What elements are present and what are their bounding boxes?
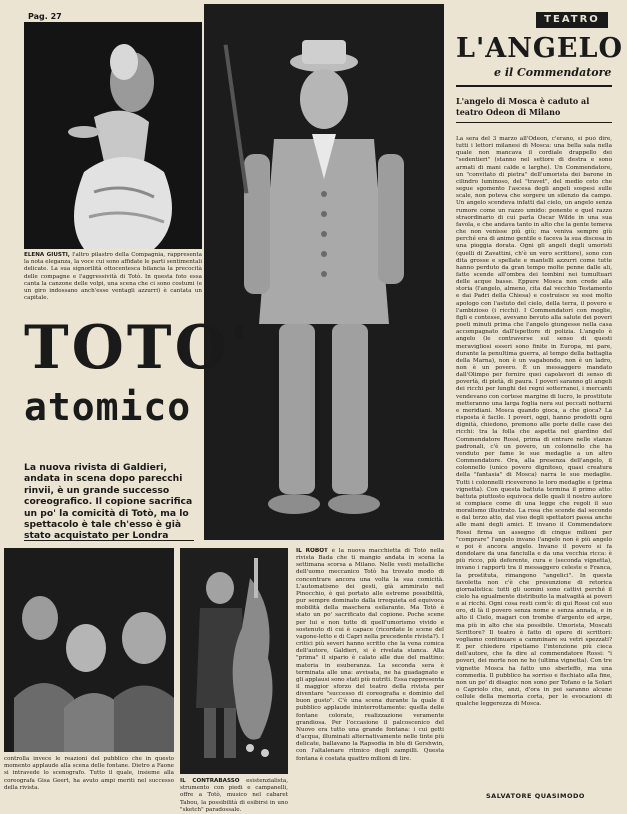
deck-separator	[24, 540, 194, 541]
caption-name: ELENA GIUSTI,	[24, 252, 70, 258]
caption-contrabbasso-text: esistenzialista, strumento con piedi e campanelli, offre a Totò, musico nel cabaret Tabou, la possibilità di esibirsi in uno "sketch" paradossale.	[180, 778, 288, 813]
feature-deck: La nuova rivista di Galdieri, andata in scena dopo parecchi rinvii, è un grande successo coreografico. Il copione sacrifica un po' la comicità di Totò, ma lo spettacolo è tale ch'esso è già stato acquistato per Londra	[24, 462, 193, 542]
feature-title-second: atomico	[24, 385, 192, 429]
headline-rule	[456, 85, 612, 87]
article-headline-sub: e il Commendatore	[494, 66, 612, 79]
photo-audience	[4, 548, 174, 752]
caption-contrabbasso	[180, 778, 288, 814]
article-body: La sera del 3 marzo all'Odeon, c'erano, si può dire, tutti i lettori milanesi di Mosca: una bella sala nella quale non mancava il cordiale drappello dei "sedentieri" (stanno nel settore di destra e sono armati di mani calde e larghe). Un Commendatore, un "convitato di pietra" dell'umorista dei barone in cilindro luminoso, del "travet", del medio ceto che segue sgomento l'ascesa degli angeli sospesi sulle scale, non poteva che sorgere un silenzio da campo. Un angelo scendeva infatti dal cielo, un angelo senza rumore come un razzo umido: ponente e quel razzo straordinario di cui parla Oscar Wilde in una sua favola, e che andava tanto in alto che la gente temeva che non venisse più giù; ma veniva sempre giù perché era di animo gentile e faceva la sua discesa in una pioggia dorata. Ogni gli angeli degli umoristi (quelli di Zavattini, ch'è un vero scrittore), sono con dita grosse e spellate e mantelli azzurri come tutte hanno perduto da gran tempo molte penne dalle ali, fatte scende all'ombra dei tombini nei tumultuari delle acque basse. Eppure Mosca non crede alla storia (l'angelo, almeno, cita dal vecchio Testamento e dai Padri della Chiesa) e costruisce su essi molto apologo con l'astuto del cielo, della terra, il povero e l'ambizioso (i ricchi). I Commendatori con moglie, figli e contesse, avevano bevuto alla salute dei poveri poeti minuti prima che l'angelo giungesse nella casa accompagnato dall'ispettore di polizia. L'angelo è angelo (le contraverse sul senso di questi meravigliosi esseri sono finite in Europa, mi pare, durante la penultima guerra, al tempo della battaglia della Marna), non è un vagabondo, non è un ladro, non è un povero. È un messaggero mandato dall'Olimpo per fornire quei capolavori di senso di povertà, di pietà, di paura. I poveri saranno gli angeli dei ricchi per lunghi dei regni sotterranei, i mercanti vendevano con cortese margine di lucro, le prostitute metteranno una larga foglia nera sui peccati notturni e meridiani. Mosca quando gioca, a che gioca? La risposta è facile. I poveri, oggi, hanno prodotti ogni dignità, chiedono, premono alle porte delle case dei ricchi: tra la folla che aspetta nel giardino del Commendatore Rossi, prima di entrare nelle stanze padronali, c'è un povero, un colonnello che ha venduto per fame le sue medaglie a un altro Commendatore. Ora, alla presenza dell'angelo, il colonnello (unico povero dignitoso, quasi creatura della "fantasia" di Mosca) narra le sue medaglie. Tutti i colonnelli riceverono le loro medaglie e (prima vignetta). Con questa battuta termina il primo atto: battuta piuttosto equivoca delle quali il nostro autore si compiace come di una legge che regoli il suo moralismo illustrato. La rosa che scende dal secondo e dal terzo atto, dal viso degli spettatori passa anche alle mani degli amici. E invano il Commendatore Rossi firma un assegno di cinque milioni per "comprare" l'angelo invano l'angelo non è più angelo e poi è ancora angelo. Invano il povero si fa dondolare da una fanciulla e da una vecchia ricca: è più ricco, più deferente, cura e (seconda vignetta), invano i rapporti tra il messaggero celeste e Franca, la prostituta, rimangono "angelici". In questa favoletta non c'è che presunzione di retorica giornalistica: tutti gli uomini sono cattivi perché il cielo ha egualmente distribuito la malvagità ai poveri e ai ricchi. Ogni cosa resti com'è: di qui Rossi col suo oro, di là il povero senza nome e senza annata, e in alto il Cielo, magari con trombe d'argento ed arpe, ma più in alto che sia possibile. Umorista, Moscati Scrittore? Il teatro è fatto di opere di scrittori: vogliamo continuare a camminare su vetri spezzati? E per chiedere ripetiamo l'intenzione più cieca dell'autore, che fa dire al commendatore Rossi: "i poveri, dei morte non ne ho (ultima vignetta). Con tre vignette Mosca ha fatto uno sberleffo, ma una commedia. Il pubblico ha sorriso e fischiato alla fine, non un po' di disagio: non sono per Tofano o la Solari o Capriolo che, anzi, d'ora in poi saranno alcune cellule della memoria corta, per le evocazioni di qualche leggerezza di Mosca.	[456, 136, 612, 708]
article-signature: SALVATORE QUASIMODO	[486, 792, 585, 800]
caption-text: l'altro pilastro della Compagnia, rappresenta la nota eleganza, la voce cui sono affidate le parti sentimentali delicate. La sua signorilità ottocentesca bilancia la precocità delle compagne e l'aggressività di Totò. In questa foto essa canta la canzone delle volpi, una scena che ci sono costumi (e un giro indossano anch'esse ventagli azzurri) è cantata un capitale.	[24, 252, 202, 302]
photo-toto-robot	[204, 4, 444, 540]
page-number: Pag. 27	[28, 12, 62, 21]
caption-robot	[296, 548, 444, 806]
subheadline-rule	[456, 122, 612, 123]
article-subheadline: L'angelo di Mosca è caduto al teatro Odeon di Milano	[456, 96, 590, 117]
section-tag: TEATRO	[536, 12, 608, 28]
caption-robot-name: IL ROBOT	[296, 548, 328, 554]
photo-elena-giusti	[24, 22, 202, 249]
photo-contrabbasso	[180, 548, 288, 774]
caption-elena-giusti	[24, 252, 202, 302]
caption-audience: controlla invece le reazioni del pubblico che in questo momento applaude alla scena delle fontane. Dietro a Faone si intravede lo scenografo. Tutto il quale, insieme alla coreografa Gisa Geert, ha avuto ampi meriti nel successo della rivista.	[4, 756, 174, 791]
article-headline: L'ANGELO	[456, 33, 624, 64]
feature-title: TOTO'	[24, 313, 252, 383]
caption-contrabbasso-name: IL CONTRABASSO	[180, 778, 240, 784]
caption-robot-text: è la nuova macchietta di Totò nella rivista Bada che ti mangio andata in scena la settimana scorsa a Milano. Nelle vesti metalliche dell'uomo meccanico Totò ha trovato modo di concentrare ancora una volta la sua comicità. L'automatismo dei gesti, già ammirato nel Pinocchio, è qui portato alle estreme possibilità, pur sempre dominato dalla irrequieta ed equivoca mobilità della maschera esilarante. Ma Totò è stato un po' sacrificato dal copione. Poche scene per lui e non tutte di quell'umorismo vivido e sostenuto di cui è capace (ricordate le scene del vagone-letto e di Capri nella precedente rivista?). I critici più severi hanno scritto che la vena comica dell'autore, Galdieri, si è rivelata stanca. Alla "prima" il sipario è calato alle due del mattino: materia in esuberanza. La seconda sera è terminata alle una: avvisata, ne ha guadagnato e gli applausi sono stati più nutriti. Essa rappresenta il maggior sforzo del teatro della rivista per diventare "successo di coreografia e dominio del buon gusto". C'è una scena durante la quale il pubblico applaude ininterrottamente: quella delle fontane colorate, realizzazione veramente grandiosa. Per l'occasione il palcoscenico del Nuovo era tutto una grande fontana: i cui getti d'acqua, illuminati alternativamente nelle tinte più delicate, ballavano la Rapsodia in blu di Gershwin, con l'altalenare ritmico degli zampilli. Questa fontana è costata quattro milioni di lire.	[296, 548, 444, 762]
